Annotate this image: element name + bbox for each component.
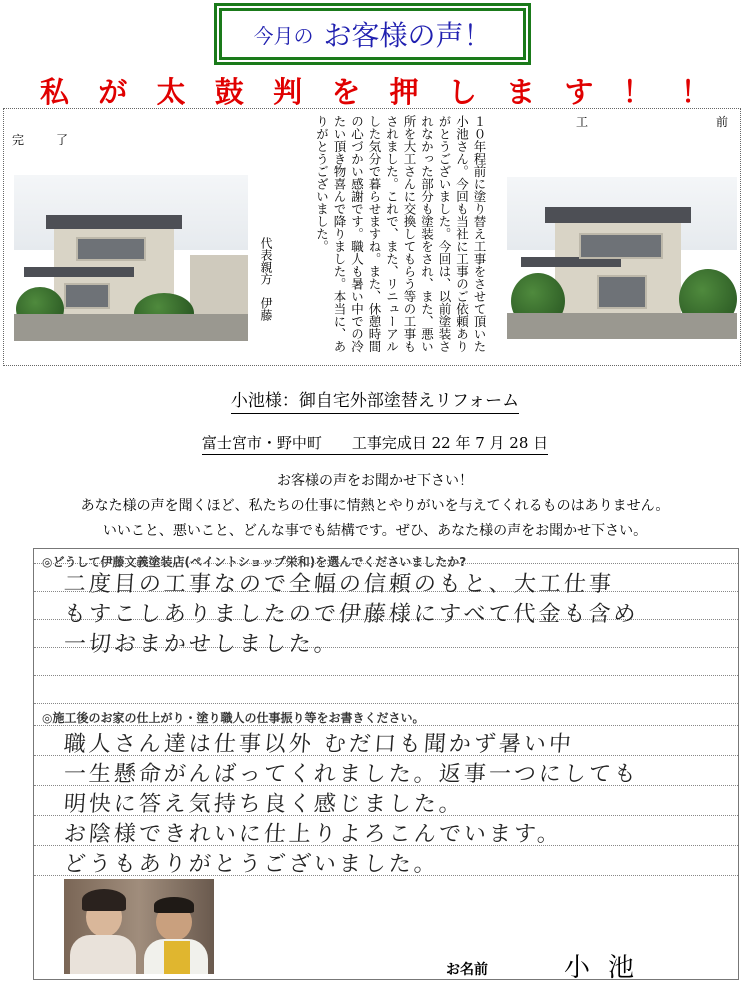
- question-1-label: ◎どうして伊藤文義塗装店(ペイントショップ栄和)を選んでくださいましたか?: [42, 555, 467, 569]
- story-signature: 代表親方 伊藤: [259, 237, 273, 321]
- headline-char: 鼓: [214, 75, 244, 109]
- headline-char: 私: [40, 75, 70, 109]
- name-label: お名前: [446, 962, 488, 978]
- feedback-form: [33, 548, 739, 983]
- name-value: 小池: [564, 953, 653, 983]
- story-box: [3, 108, 741, 366]
- customer-title: [0, 386, 750, 411]
- answer-2-line: 一生懸命がんばってくれました。返事一つにしても: [62, 762, 640, 787]
- before-label-2: 前: [716, 115, 729, 129]
- headline: [40, 70, 710, 109]
- before-label-1: 工: [576, 115, 589, 129]
- headline-char: ま: [506, 75, 536, 109]
- location-text: 富士宮市・野中町 工事完成日 22 年 7 月 28 日: [202, 434, 548, 455]
- headline-char: ！: [622, 75, 652, 109]
- headline-char: 押: [389, 75, 419, 109]
- headline-char: 判: [273, 75, 303, 109]
- location-line: [0, 432, 750, 453]
- intro-line-1: お客様の声をお聞かせ下さい！: [277, 473, 473, 489]
- customer-photo: [64, 879, 214, 974]
- headline-char: を: [331, 75, 361, 109]
- answer-1-line: 二度目の工事なので全幅の信頼のもと、大工仕事: [62, 572, 615, 597]
- customer-title-text: 小池様：御自宅外部塗替えリフォーム: [231, 391, 519, 414]
- intro-line-2: あなた様の声を聞くほど、私たちの仕事に情熱とやりがいを与えてくれるものはありません。: [80, 498, 670, 514]
- headline-char: ！: [680, 75, 710, 109]
- intro-line-3: いいこと、悪いこと、どんな事でも結構です。ぜひ、あなた様の声をお聞かせ下さい。: [102, 523, 648, 539]
- headline-char: し: [447, 75, 477, 109]
- after-label-2: 了: [56, 133, 69, 147]
- after-photo: [14, 175, 248, 341]
- answer-2-line: 職人さん達は仕事以外 むだ口も聞かず暑い中: [62, 732, 575, 757]
- answer-1-line: 一切おまかせしました。: [62, 632, 340, 657]
- headline-char: 太: [156, 75, 186, 109]
- answer-2-line: お陰様できれいに仕上りよろこんでいます。: [62, 822, 563, 847]
- answer-2-line: 明快に答え気持ち良く感じました。: [62, 792, 465, 817]
- story-text: １０年程前に塗り替え工事をさせて頂いた小池さん。今回も当社に工事のご依頼ありがとうございました。今回は、以前塗装されなかった部分も塗装をされ、また、悪い所を大工さんに交換してもらう等の工事もされました。これで、また、リニューアルした気分で暮らせますね。また、休憩時間の心づかい感謝です。職人も暑い中での冷たい頂き物喜んで降りました。本当に、ありがとうございました。: [314, 115, 487, 353]
- after-label-1: 完: [12, 133, 25, 147]
- headline-char: が: [98, 75, 128, 109]
- banner-small-text: 今月の: [253, 23, 314, 48]
- voice-banner: [219, 8, 526, 60]
- answer-2-line: どうもありがとうございました。: [62, 852, 440, 877]
- question-2-label: ◎施工後のお家の仕上がり・塗り職人の仕事振り等をお書きください。: [42, 711, 425, 725]
- before-photo: [507, 177, 737, 339]
- banner-title: お客様の声！: [323, 19, 492, 52]
- headline-char: す: [564, 75, 594, 109]
- answer-1-line: もすこしありましたので伊藤様にすべて代金も含め: [62, 602, 640, 627]
